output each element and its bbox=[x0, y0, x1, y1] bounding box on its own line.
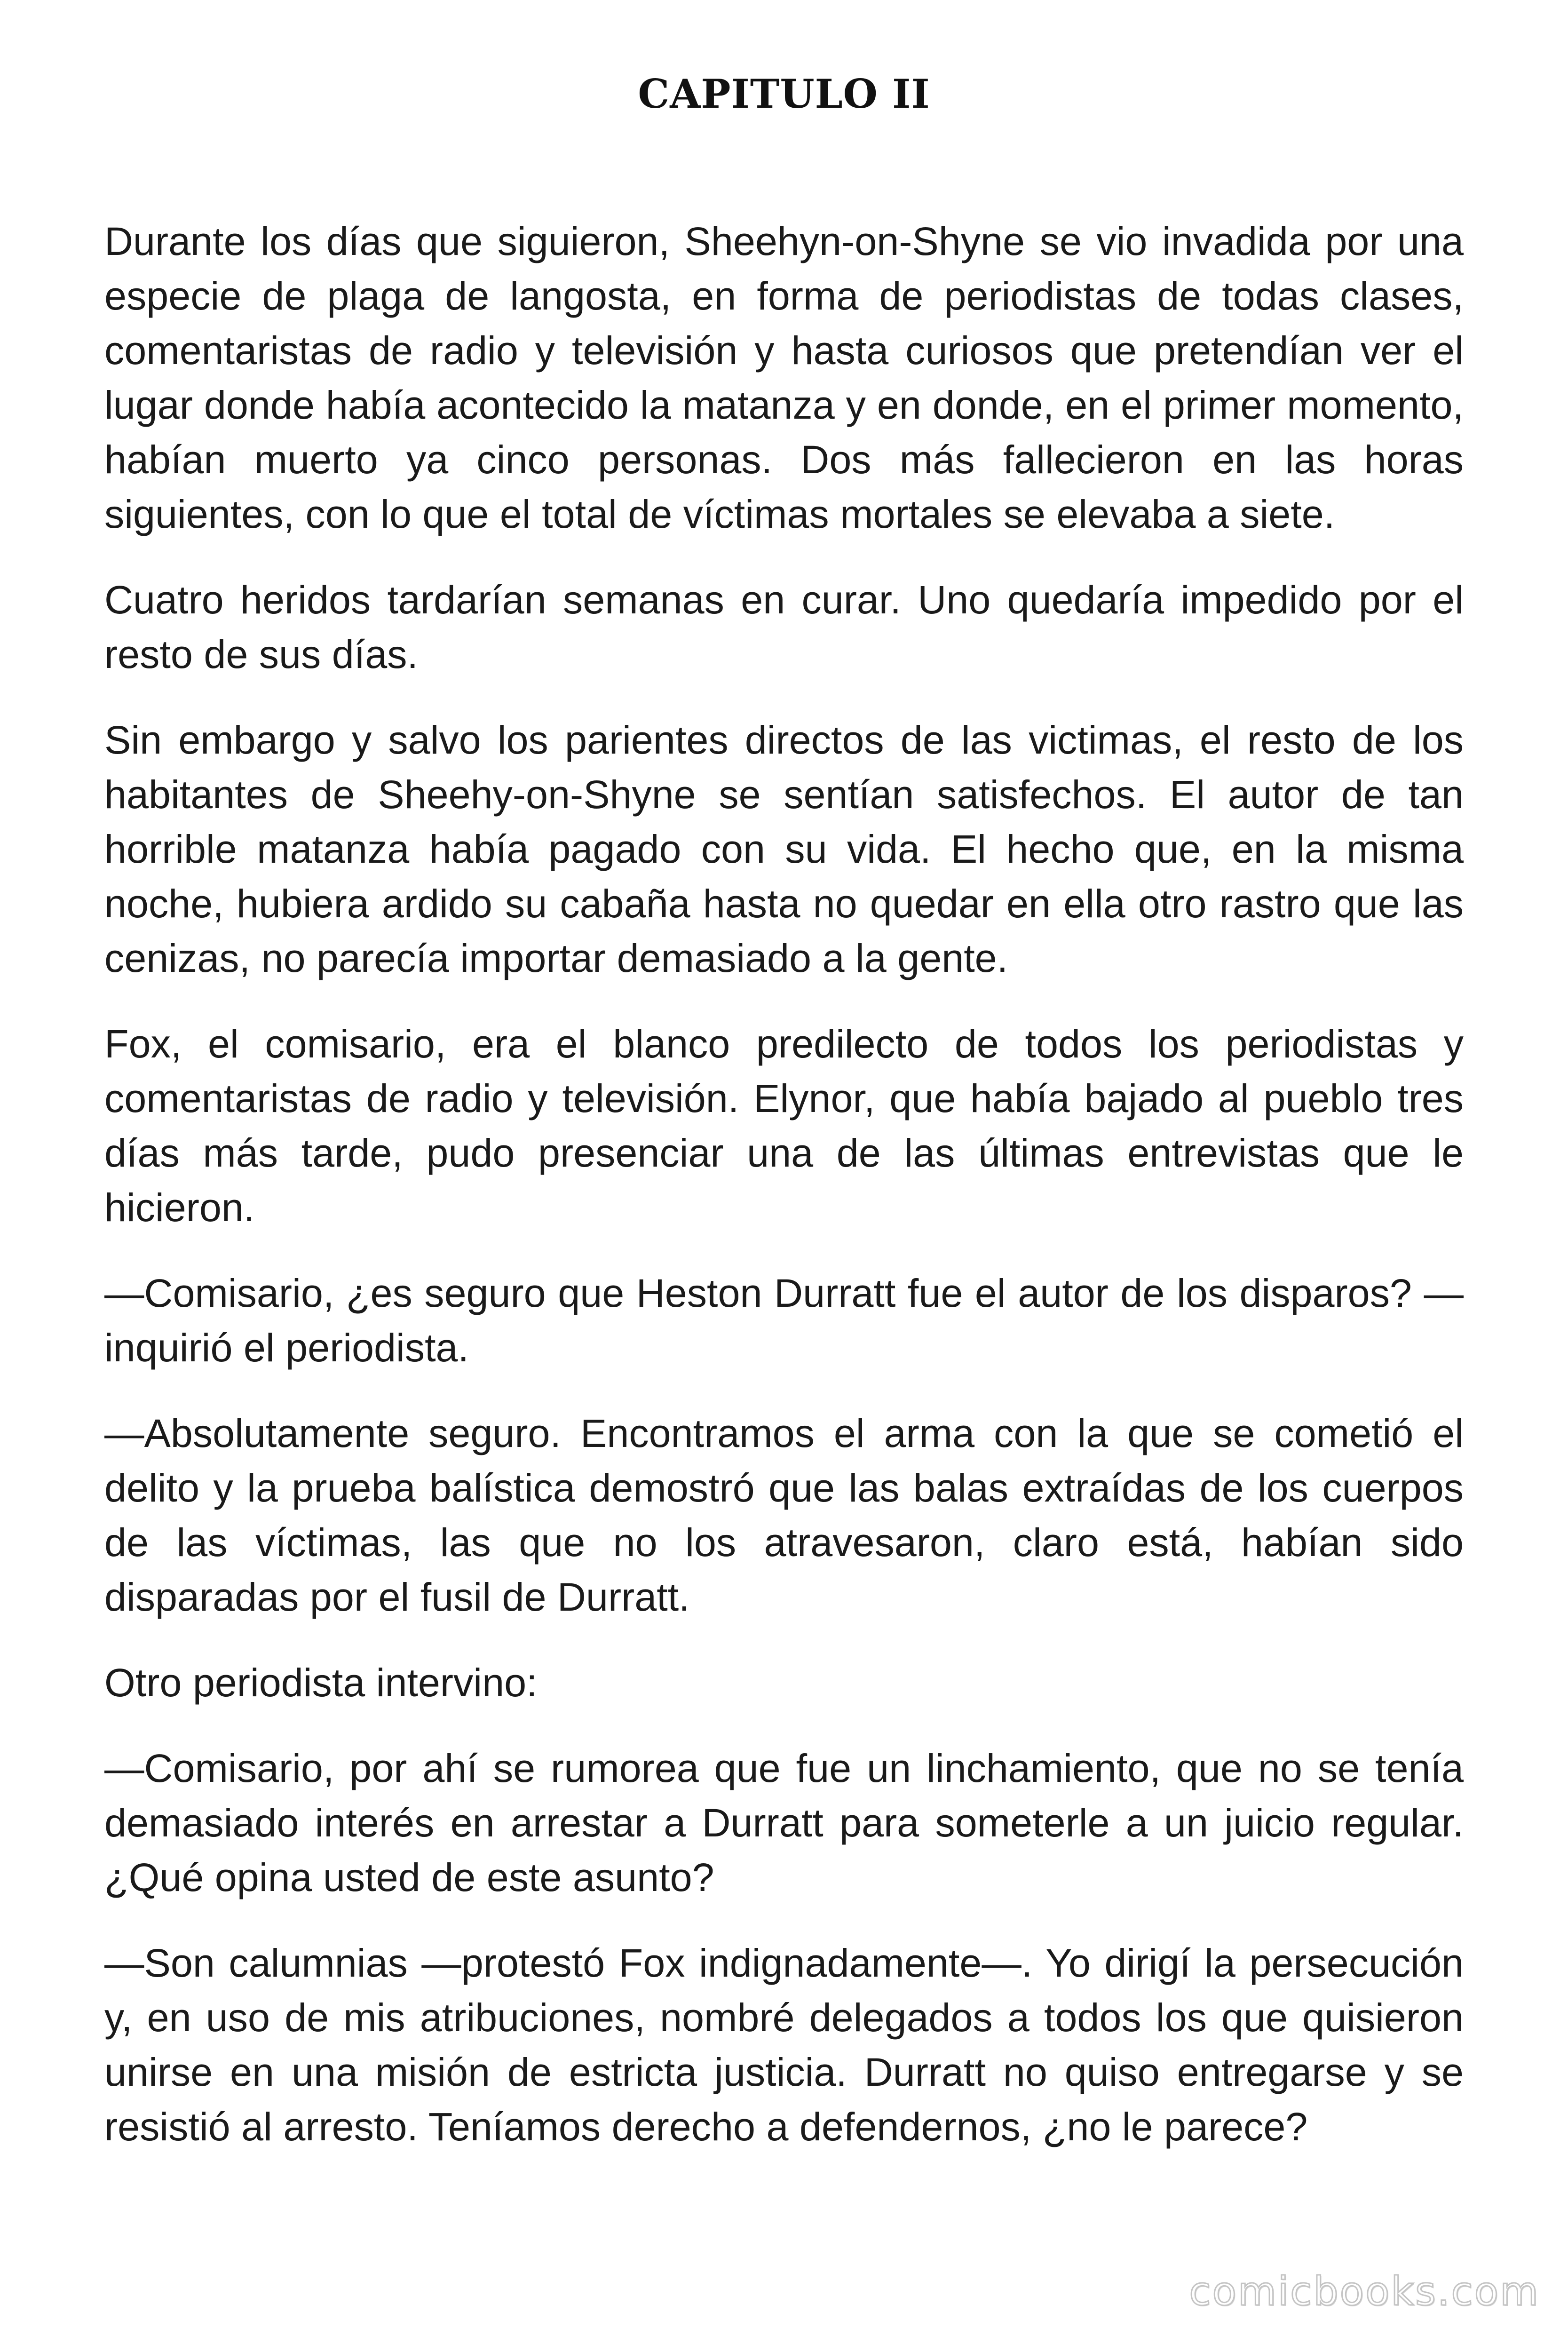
paragraph: —Comisario, ¿es seguro que Heston Durratt fue el autor de los disparos? —inquirió el periodista. bbox=[104, 1271, 1464, 1370]
paragraph: Fox, el comisario, era el blanco predilecto de todos los periodistas y comentaristas de radio y televisión. Elynor, que había bajado al pueblo tres días más tarde, pudo presenciar una de las últimas entrevistas que le hicieron. bbox=[104, 1022, 1464, 1230]
chapter-title: CAPITULO II bbox=[638, 71, 930, 117]
paragraph: Sin embargo y salvo los parientes directos de las victimas, el resto de los habitantes de Sheehy-on-Shyne se sentían satisfechos. El autor de tan horrible matanza había pagado con su vida. El hecho que, en la misma noche, hubiera ardido su cabaña hasta no quedar en ella otro rastro que las cenizas, no parecía importar demasiado a la gente. bbox=[104, 718, 1464, 980]
paragraph: —Son calumnias —protestó Fox indignadamente—. Yo dirigí la persecución y, en uso de mis atribuciones, nombré delegados a todos los que quisieron unirse en una misión de estricta justicia. Durratt no quiso entregarse y se resistió al arresto. Teníamos derecho a defendernos, ¿no le parece? bbox=[104, 1941, 1464, 2149]
watermark: comicbooks.com bbox=[1189, 2268, 1540, 2314]
body-text bbox=[104, 214, 1464, 2185]
paragraph: Durante los días que siguieron, Sheehyn-on-Shyne se vio invadida por una especie de plaga de langosta, en forma de periodistas de todas clases, comentaristas de radio y televisión y hasta curiosos que pretendían ver el lugar donde había acontecido la matanza y en donde, en el primer momento, habían muerto ya cinco personas. Dos más fallecieron en las horas siguientes, con lo que el total de víctimas mortales se elevaba a siete. bbox=[104, 219, 1464, 536]
paragraph: —Absolutamente seguro. Encontramos el arma con la que se cometió el delito y la prueba balística demostró que las balas extraídas de los cuerpos de las víctimas, las que no los atravesaron, claro está, habían sido disparadas por el fusil de Durratt. bbox=[104, 1411, 1464, 1619]
paragraph: Otro periodista intervino: bbox=[104, 1661, 538, 1705]
paragraph: —Comisario, por ahí se rumorea que fue un linchamiento, que no se tenía demasiado interés en arrestar a Durratt para someterle a un juicio regular. ¿Qué opina usted de este asunto? bbox=[104, 1746, 1464, 1899]
paragraph: Cuatro heridos tardarían semanas en curar. Uno quedaría impedido por el resto de sus días. bbox=[104, 578, 1464, 676]
